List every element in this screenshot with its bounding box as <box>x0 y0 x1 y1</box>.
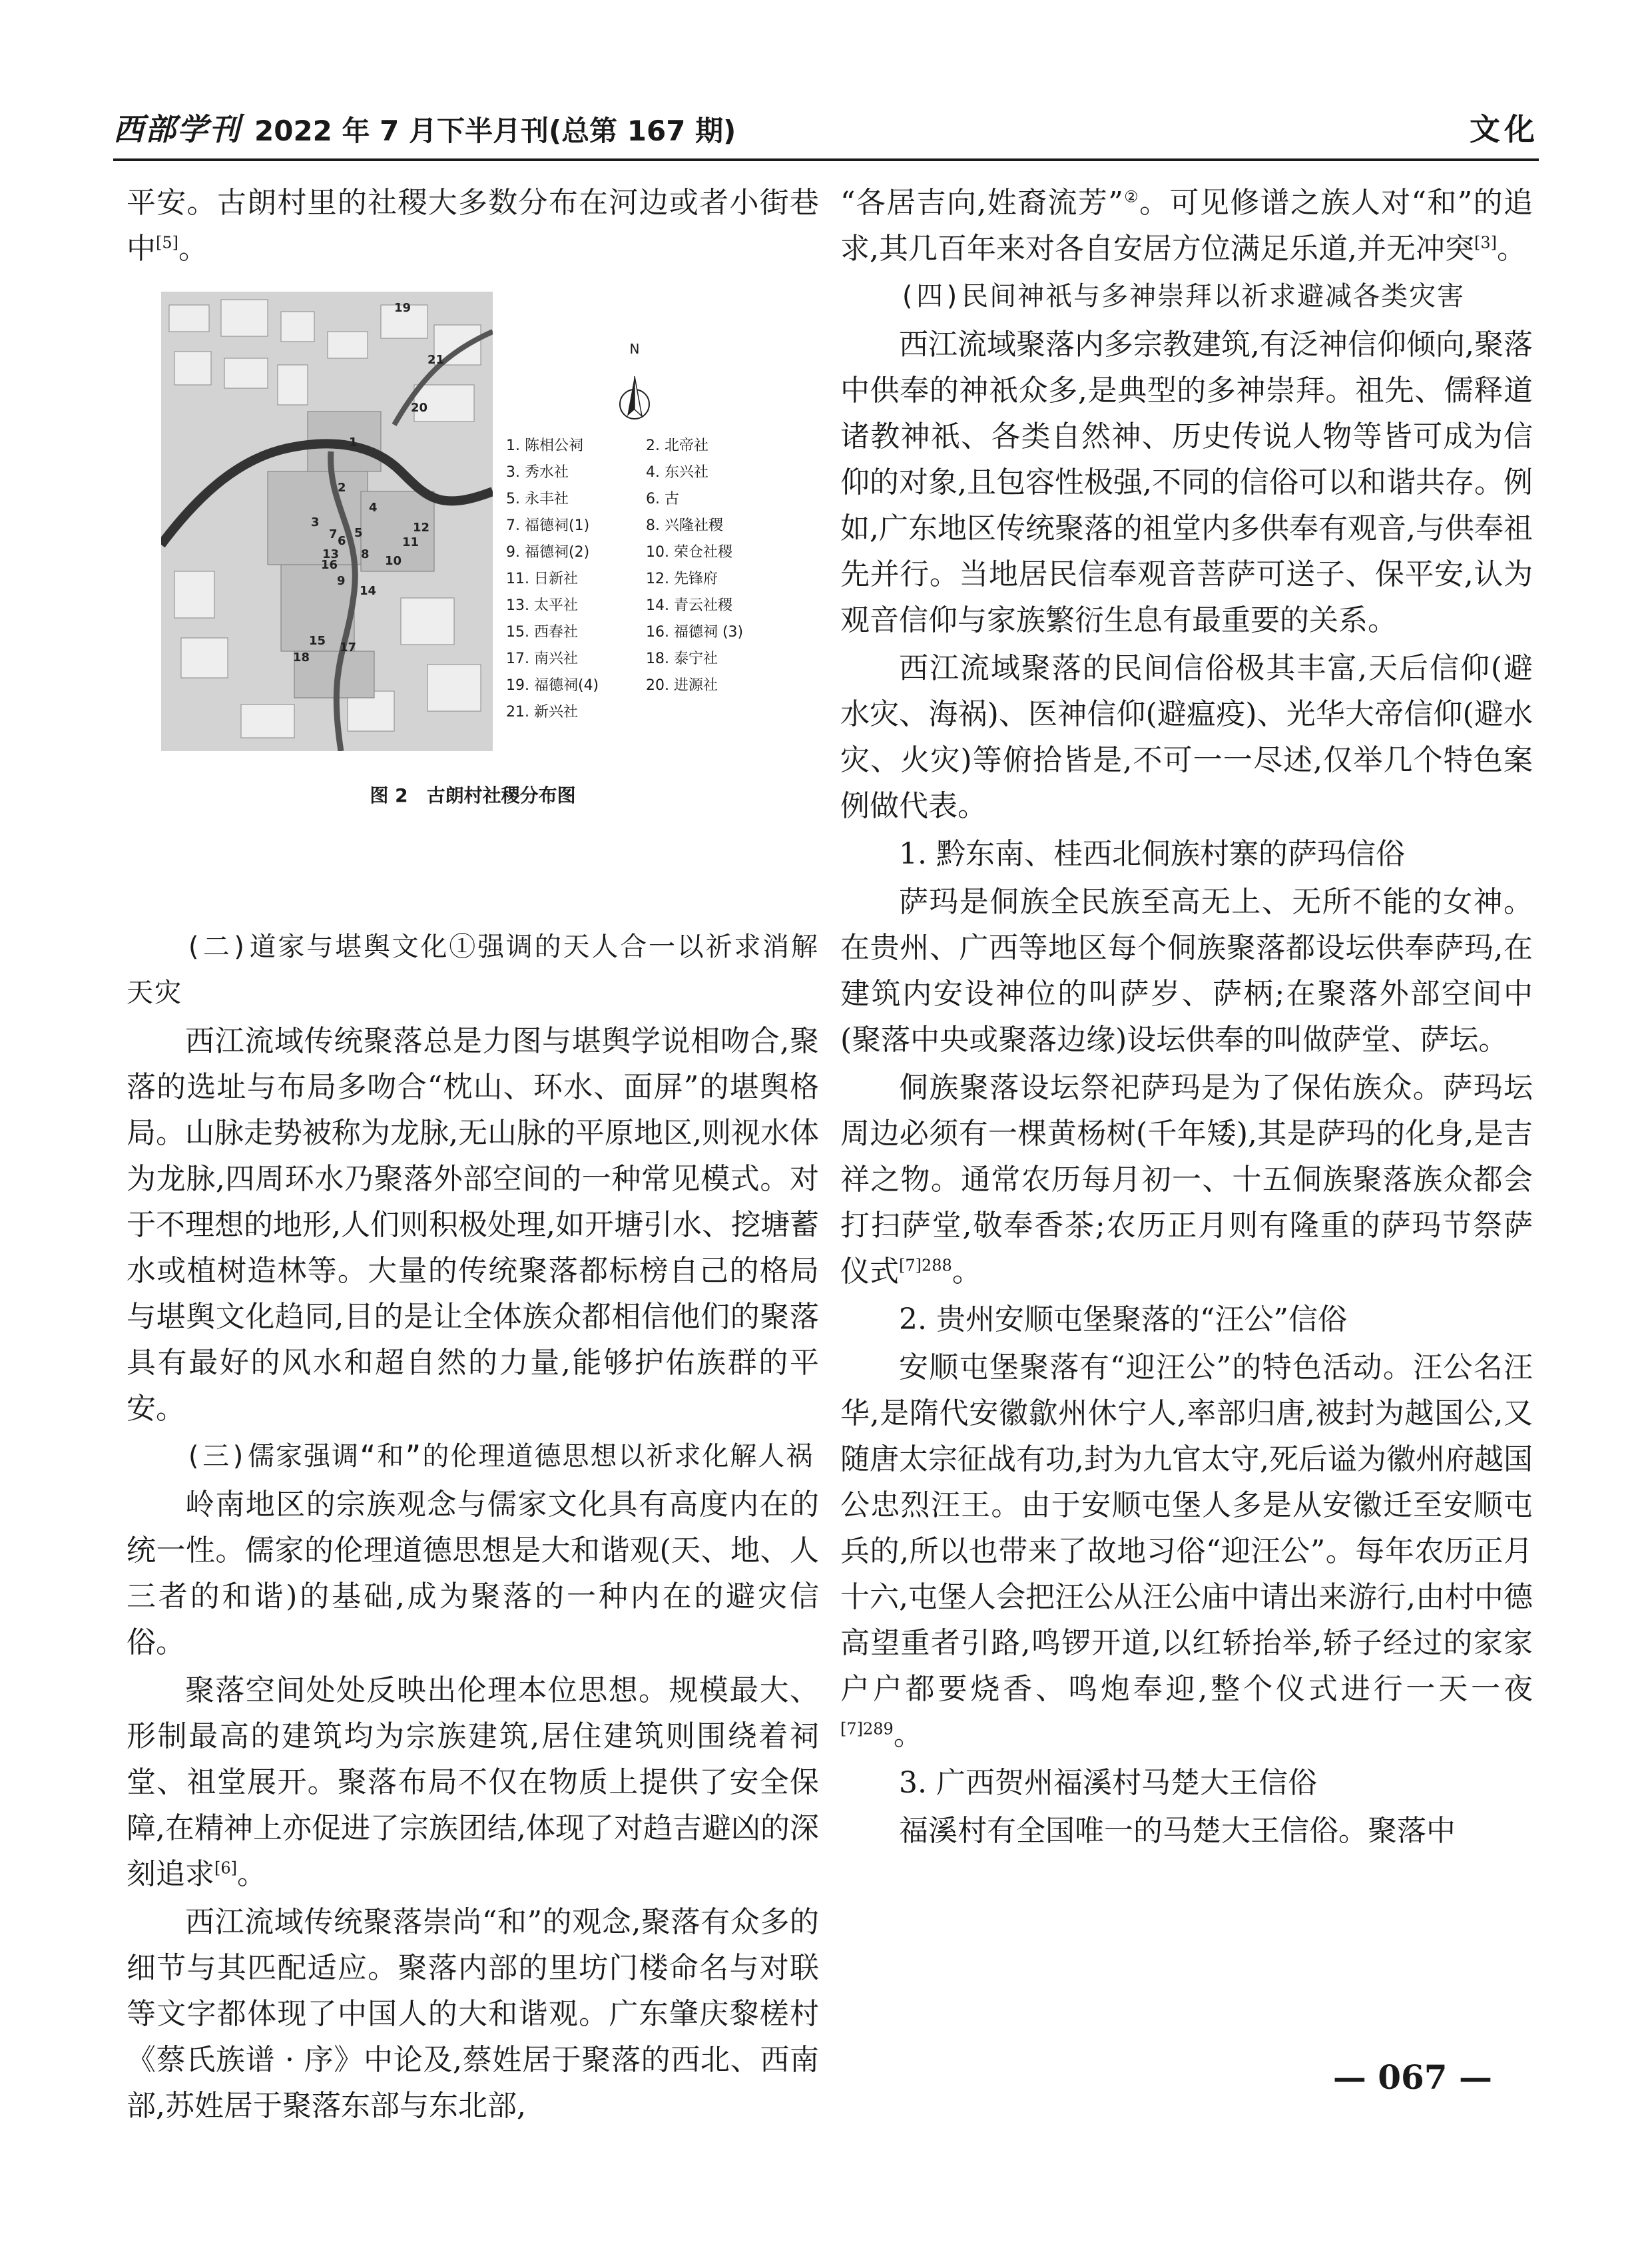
legend-item: 19. 福德祠(4) <box>506 677 599 694</box>
village-map <box>161 292 493 751</box>
map-label: 11 <box>402 535 419 549</box>
legend-item: 12. 先锋府 <box>646 571 718 587</box>
map-label: 12 <box>413 521 430 535</box>
map-label: 14 <box>360 584 377 598</box>
legend-item: 10. 荣仓社稷 <box>646 544 732 561</box>
legend-item: 15. 西春社 <box>506 624 578 641</box>
north-arrow: N <box>611 326 658 444</box>
legend-item: 1. 陈相公祠 <box>506 437 583 454</box>
legend-item: 2. 北帝社 <box>646 437 708 454</box>
legend-item: 7. 福德祠(1) <box>506 517 590 534</box>
paragraph: 岭南地区的宗族观念与儒家文化具有高度内在的统一性。儒家的伦理道德思想是大和谐观(天、地、人三者的和谐)的基础,成为聚落的一种内在的避灾信俗。 <box>127 1488 819 1659</box>
map-label: 19 <box>394 301 412 315</box>
legend-item: 18. 泰宁社 <box>646 651 718 667</box>
map-label: 1 <box>349 435 358 449</box>
subheading: (二)道家与堪舆文化①强调的天人合一以祈求消解天灾 <box>127 932 819 1008</box>
legend-item: 5. 永丰社 <box>506 491 569 507</box>
map-label: 8 <box>361 547 370 561</box>
legend-item: 9. 福德祠(2) <box>506 544 590 561</box>
legend-item: 13. 太平社 <box>506 597 578 614</box>
paragraph: 萨玛是侗族全民族至高无上、无所不能的女神。在贵州、广西等地区每个侗族聚落都设坛供奉萨玛,在建筑内安设神位的叫萨岁、萨柄;在聚落外部空间中(聚落中央或聚落边缘)设坛供奉的叫做萨堂、萨坛。 <box>840 885 1533 1057</box>
section-title: 文化 <box>1470 111 1539 147</box>
paragraph: 安顺屯堡聚落有“迎汪公”的特色活动。汪公名汪华,是隋代安徽歙州休宁人,率部归唐,被封为越国公,又随唐太宗征战有功,封为九官太守,死后谥为徽州府越国公忠烈汪王。由于安顺屯堡人多是从安徽迁至安顺屯兵的,所以也带来了故地习俗“迎汪公”。每年农历正月十六,屯堡人会把汪公从汪公庙中请出来游行,由村中德高望重者引路,鸣锣开道,以红轿抬举,轿子经过的家家户户都要烧香、鸣炮奉迎,整个仪式进行一天一夜$^{[7]289}$。 <box>840 1350 1533 1752</box>
paragraph: 平安。古朗村里的社稷大多数分布在河边或者小街巷中[5]。 <box>127 186 819 266</box>
subheading: (三)儒家强调“和”的伦理道德思想以祈求化解人祸 <box>185 1441 814 1472</box>
map-label: 7 <box>329 527 338 541</box>
numbered-heading: 1. 黔东南、桂西北侗族村寨的萨玛信俗 <box>899 837 1405 871</box>
paragraph: 侗族聚落设坛祭祀萨玛是为了保佑族众。萨玛坛周边必须有一棵黄杨树(千年矮),其是萨玛的化身,是吉祥之物。通常农历每月初一、十五侗族聚落族众都会打扫萨堂,敬奉香茶;农历正月则有隆重的萨玛节祭萨仪式$^{[7]288}$。 <box>840 1071 1533 1288</box>
paragraph: 西江流域聚落的民间信俗极其丰富,天后信仰(避水灾、海祸)、医神信仰(避瘟疫)、光华大帝信仰(避水灾、火灾)等俯拾皆是,不可一一尽述,仅举几个特色案例做代表。 <box>840 651 1533 823</box>
paragraph: 西江流域聚落内多宗教建筑,有泛神信仰倾向,聚落中供奉的神祇众多,是典型的多神崇拜。祖先、儒释道诸教神祇、各类自然神、历史传说人物等皆可成为信仰的对象,且包容性极强,不同的信俗可以和谐共存。例如,广东地区传统聚落的祖堂内多供奉有观音,与供奉祖先并行。当地居民信奉观音菩萨可送子、保平安,认为观音信仰与家族繁衍生息有最重要的关系。 <box>840 328 1533 637</box>
map-label: 18 <box>293 651 310 665</box>
figure-caption: 图 2 古朗村社稷分布图 <box>370 784 576 806</box>
legend-item: 21. 新兴社 <box>506 704 578 720</box>
map-label: 17 <box>340 641 357 655</box>
numbered-heading: 3. 广西贺州福溪村马楚大王信俗 <box>899 1766 1317 1800</box>
running-header <box>113 112 1539 161</box>
map-label: 21 <box>427 353 445 367</box>
map-label: 4 <box>369 501 378 515</box>
paragraph: 聚落空间处处反映出伦理本位思想。规模最大、形制最高的建筑均为宗族建筑,居住建筑则围绕着祠堂、祖堂展开。聚落布局不仅在物质上提供了安全保障,在精神上亦促进了宗族团结,体现了对趋吉避凶的深刻追求[6]。 <box>127 1673 819 1891</box>
legend-item: 14. 青云社稷 <box>646 597 732 614</box>
paragraph: “各居吉向,姓裔流芳”②。可见修谱之族人对“和”的追求,其几百年来对各自安居方位满足乐道,并无冲突[3]。 <box>840 186 1533 266</box>
paragraph: 西江流域传统聚落总是力图与堪舆学说相吻合,聚落的选址与布局多吻合“枕山、环水、面屏”的堪舆格局。山脉走势被称为龙脉,无山脉的平原地区,则视水体为龙脉,四周环水乃聚落外部空间的一种常见模式。对于不理想的地形,人们则积极处理,如开塘引水、挖塘蓄水或植树造林等。大量的传统聚落都标榜自己的格局与堪舆文化趋同,目的是让全体族众都相信他们的聚落具有最好的风水和超自然的力量,能够护佑族群的平安。 <box>127 1024 819 1426</box>
numbered-heading: 2. 贵州安顺屯堡聚落的“汪公”信俗 <box>899 1302 1347 1336</box>
subheading: (四)民间神祇与多神崇拜以祈求避减各类灾害 <box>899 281 1466 312</box>
left-column <box>127 180 819 2131</box>
legend-item: 4. 东兴社 <box>646 464 708 481</box>
north-arrow-icon <box>618 372 651 425</box>
citation: [5] <box>156 233 178 252</box>
legend-item: 8. 兴隆社稷 <box>646 517 723 534</box>
right-column <box>840 180 1533 1856</box>
figure-2 <box>127 292 819 918</box>
map-legend <box>506 433 786 726</box>
paragraph: 西江流域传统聚落崇尚“和”的观念,聚落有众多的细节与其匹配适应。聚落内部的里坊门楼命名与对联等文字都体现了中国人的大和谐观。广东肇庆黎槎村《蔡氏族谱 · 序》中论及,蔡姓居于聚落的西北、西南部,苏姓居于聚落东部与东北部, <box>127 1905 819 2123</box>
map-label: 3 <box>311 515 320 529</box>
legend-item: 16. 福德祠 (3) <box>646 624 744 641</box>
paragraph: 福溪村有全国唯一的马楚大王信俗。聚落中 <box>899 1814 1456 1848</box>
map-label: 2 <box>338 481 346 495</box>
legend-item: 17. 南兴社 <box>506 651 578 667</box>
legend-item: 3. 秀水社 <box>506 464 569 481</box>
map-label: 5 <box>354 526 363 540</box>
footnote-marker: ② <box>1123 187 1140 206</box>
legend-item: 11. 日新社 <box>506 571 578 587</box>
map-label: 13 <box>322 547 340 561</box>
map-label: 9 <box>337 574 346 588</box>
map-label: 15 <box>309 634 326 648</box>
map-drawing <box>161 292 493 751</box>
issue-info: 2022 年 7 月下半月刊(总第 167 期) <box>254 115 736 147</box>
citation: [7]289 <box>840 1719 894 1739</box>
journal-logo: 西部学刊 <box>113 111 241 147</box>
legend-item: 20. 进源社 <box>646 677 718 694</box>
legend-item: 6. 古 <box>646 491 679 507</box>
map-label: 20 <box>411 401 428 415</box>
citation: [7]288 <box>899 1256 952 1275</box>
citation: [6] <box>214 1858 237 1878</box>
map-label: 10 <box>385 554 402 568</box>
page-number: — 067 — <box>1332 2058 1492 2097</box>
map-label: 6 <box>338 534 346 548</box>
citation: [3] <box>1474 233 1497 252</box>
map-label: 16 <box>321 558 338 572</box>
